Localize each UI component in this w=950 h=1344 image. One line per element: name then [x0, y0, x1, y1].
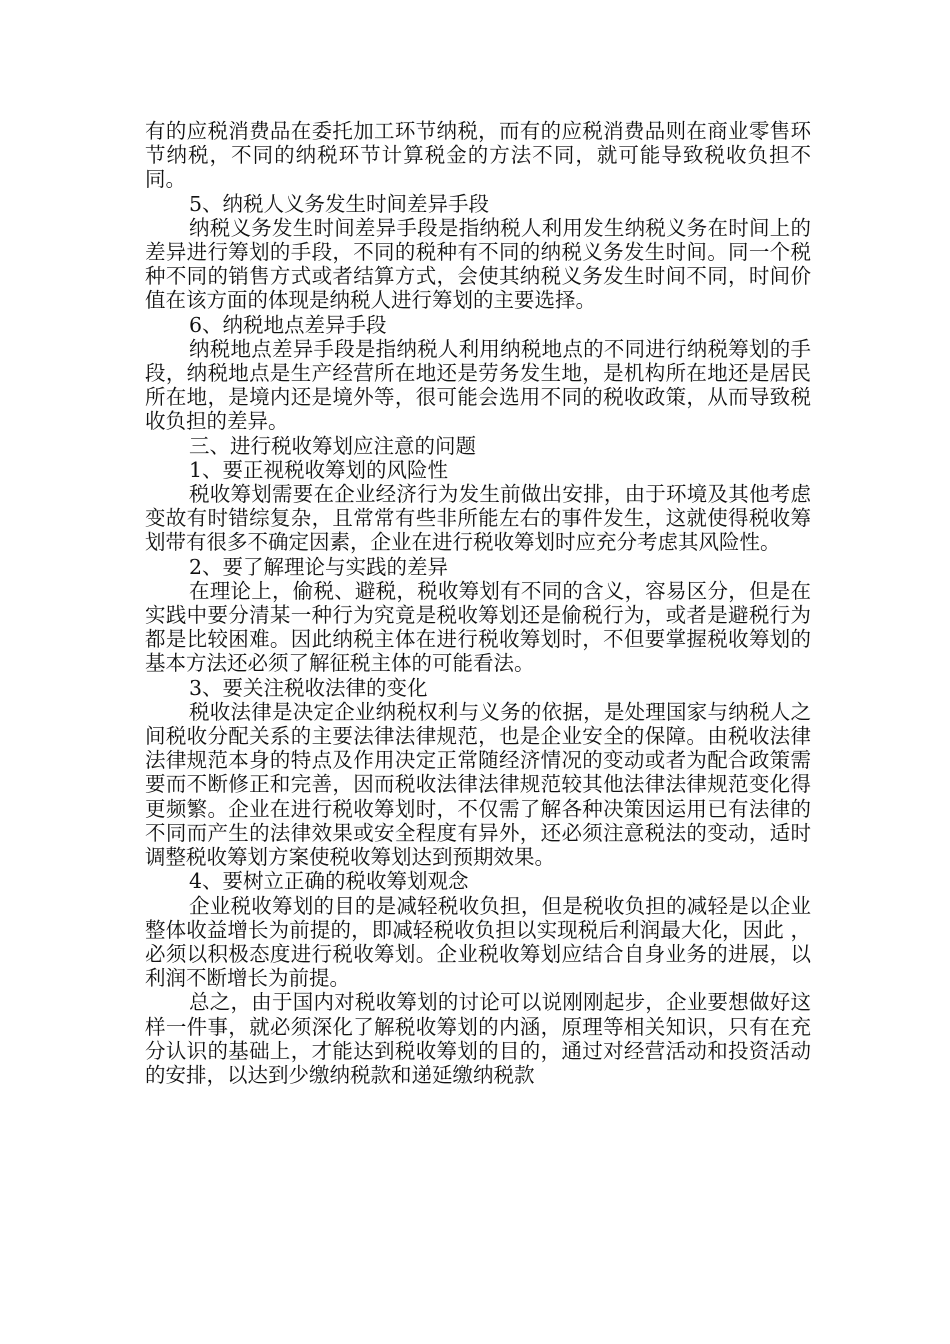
- heading-6: 6、纳税地点差异手段: [189, 312, 387, 337]
- paragraph-s2: 在理论上，偷税、避税，税收筹划有不同的含义，容易区分，但是在实践中要分清某一种行为究竟是税收筹划还是偷税行为，或者是避税行为都是比较困难。因此纳税主体在进行税收筹划时，不但要掌握税收筹划的基本方法还必须了解征税主体的可能看法。: [145, 578, 811, 676]
- paragraph-5: 纳税义务发生时间差异手段是指纳税人利用发生纳税义务在时间上的差异进行筹划的手段，不同的税种有不同的纳税义务发生时间。同一个税种不同的销售方式或者结算方式，会使其纳税义务发生时间不同，时间价值在该方面的体现是纳税人进行筹划的主要选择。: [145, 215, 811, 313]
- paragraph-continued: 有的应税消费品在委托加工环节纳税，而有的应税消费品则在商业零售环节纳税，不同的纳税环节计算税金的方法不同，就可能导致税收负担不同。: [145, 119, 811, 192]
- paragraph-6: 纳税地点差异手段是指纳税人利用纳税地点的不同进行纳税筹划的手段，纳税地点是生产经营所在地还是劳务发生地，是机构所在地还是居民所在地，是境内还是境外等，很可能会选用不同的税收政策，从而导致税收负担的差异。: [145, 336, 811, 434]
- document-page: [145, 119, 811, 1087]
- subheading-2: 2、要了解理论与实践的差异: [189, 554, 449, 579]
- subheading-1: 1、要正视税收筹划的风险性: [189, 457, 449, 482]
- paragraph-conclusion: 总之，由于国内对税收筹划的讨论可以说刚刚起步，企业要想做好这样一件事，就必须深化了解税收筹划的内涵，原理等相关知识，只有在充分认识的基础上，才能达到税收筹划的目的，通过对经营活动和投资活动的安排，以达到少缴纳税款和递延缴纳税款: [145, 990, 811, 1087]
- paragraph-s4: 企业税收筹划的目的是减轻税收负担，但是税收负担的减轻是以企业整体收益增长为前提的，即减轻税收负担以实现税后利润最大化，因此 ，必须以积极态度进行税收筹划。企业税收筹划应结合自身业务的进展，以利润不断增长为前提。: [145, 893, 811, 991]
- section-heading-3: 三、进行税收筹划应注意的问题: [189, 433, 476, 458]
- subheading-4: 4、要树立正确的税收筹划观念: [189, 869, 469, 894]
- subheading-3: 3、要关注税收法律的变化: [189, 675, 428, 700]
- heading-5: 5、纳税人义务发生时间差异手段: [189, 191, 490, 216]
- paragraph-s1: 税收筹划需要在企业经济行为发生前做出安排，由于环境及其他考虑变故有时错综复杂，且常常有些非所能左右的事件发生，这就使得税收筹划带有很多不确定因素，企业在进行税收筹划时应充分考虑其风险性。: [145, 482, 811, 555]
- paragraph-s3: 税收法律是决定企业纳税权利与义务的依据，是处理国家与纳税人之间税收分配关系的主要法律法律规范，也是企业安全的保障。由税收法律法律规范本身的特点及作用决定正常随经济情况的变动或者为配合政策需要而不断修正和完善，因而税收法律法律规范较其他法律法律规范变化得更频繁。企业在进行税收筹划时，不仅需了解各种决策因运用已有法律的不同而产生的法律效果或安全程度有异外，还必须注意税法的变动，适时调整税收筹划方案使税收筹划达到预期效果。: [145, 699, 811, 870]
